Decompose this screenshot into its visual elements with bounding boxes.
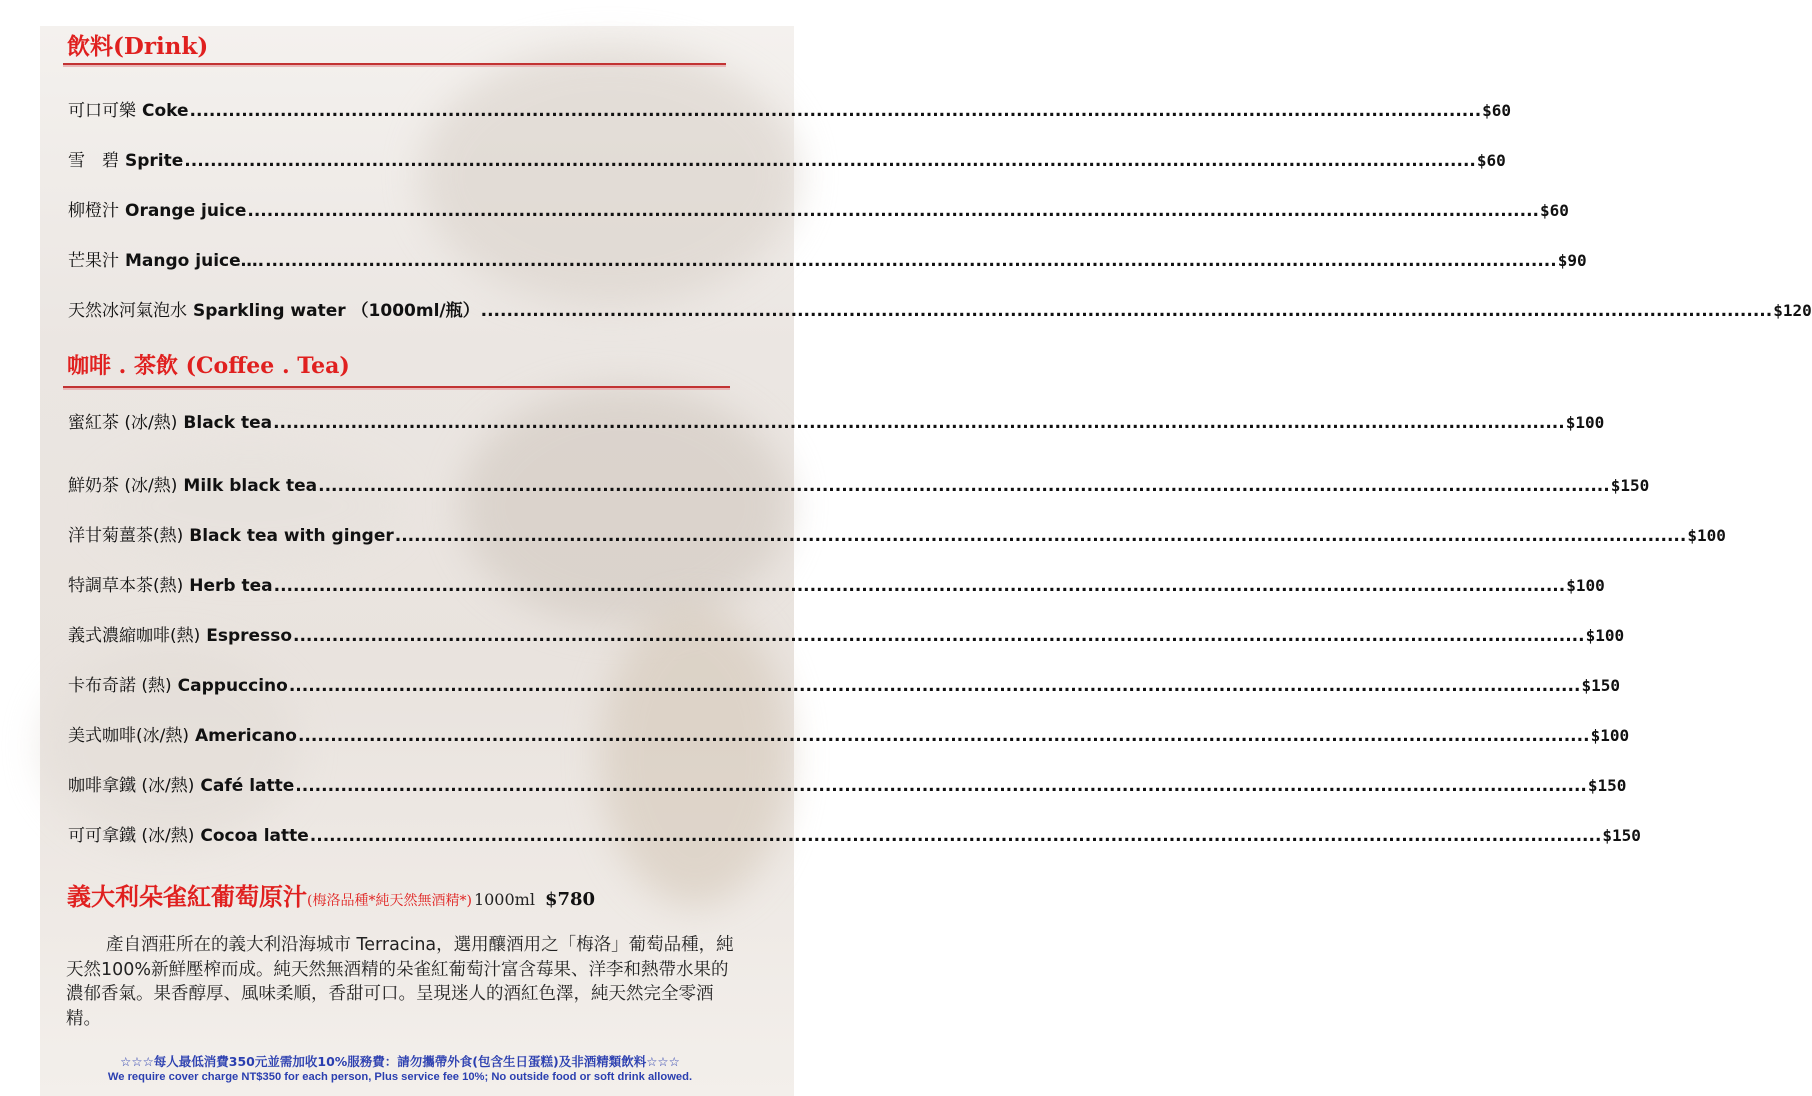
menu-item	[68, 96, 1512, 121]
wine-volume: 1000ml	[473, 890, 535, 909]
item-price: $90	[1557, 251, 1587, 270]
leader-dots: ........................................................................................................................................................................................................	[273, 576, 1566, 596]
item-name-zh: 義式濃縮咖啡(熱)	[68, 626, 201, 646]
item-name-zh: 洋甘菊薑茶(熱)	[68, 526, 184, 546]
item-name-zh: 卡布奇諾 (熱)	[68, 676, 172, 696]
wine-price: $780	[544, 889, 596, 910]
item-price: $120	[1773, 301, 1812, 320]
item-name-en: Espresso	[206, 626, 292, 646]
item-price: $150	[1610, 476, 1650, 495]
menu-item	[68, 721, 1630, 746]
item-name-zh: 可口可樂	[68, 101, 136, 121]
menu-item	[68, 671, 1620, 696]
item-name-zh: 芒果汁	[68, 251, 119, 271]
item-name-zh: 鮮奶茶 (冰/熱)	[68, 476, 178, 496]
item-price: $100	[1687, 526, 1726, 545]
leader-dots: ........................................................................................................................................................................................................	[318, 476, 1610, 496]
leader-dots: ........................................................................................................................................................................................................	[394, 526, 1687, 546]
menu-item	[68, 196, 1569, 221]
footer-notice-zh: ☆☆☆每人最低消費350元並需加收10%服務費：請勿攜帶外食(包含生日蛋糕)及非酒精類飲料☆☆☆	[120, 1054, 680, 1069]
leader-dots: ........................................................................................................................................................................................................	[265, 251, 1557, 271]
leader-dots: ........................................................................................................................................................................................................	[189, 101, 1482, 121]
item-name-en: Café latte	[200, 776, 295, 796]
item-name-en: Sprite	[125, 151, 184, 171]
item-name-zh: 雪 碧	[68, 151, 119, 171]
menu-item	[68, 296, 1812, 321]
wine-name: 義大利朵雀紅葡萄原汁	[67, 882, 307, 911]
item-name-en: Coke	[142, 101, 189, 121]
item-name-en: Americano	[195, 726, 297, 746]
menu-item	[68, 408, 1605, 433]
item-name-zh: 美式咖啡(冰/熱)	[68, 726, 189, 746]
wine-description-text: 產自酒莊所在的義大利沿海城市 Terracina，選用釀酒用之「梅洛」葡萄品種，純天然100%新鮮壓榨而成。純天然無酒精的朵雀紅葡萄汁富含莓果、洋李和熱帶水果的濃郁香氣。果香醇厚、風味柔順，香甜可口。呈現迷人的酒紅色澤，純天然完全零酒精。	[66, 935, 734, 1029]
leader-dots: ........................................................................................................................................................................................................	[480, 301, 1773, 321]
coffee-tea-section-title: 咖啡 . 茶飲 (Coffee . Tea)	[67, 353, 350, 379]
leader-dots: ........................................................................................................................................................................................................	[273, 413, 1565, 433]
item-name-zh: 特調草本茶(熱)	[68, 576, 184, 596]
footer-notice-en: We require cover charge NT$350 for each person, Plus service fee 10%; No outside food or soft drink allowed.	[107, 1071, 693, 1083]
item-name-zh: 柳橙汁	[68, 201, 119, 221]
menu-item	[68, 621, 1625, 646]
leader-dots: ........................................................................................................................................................................................................	[309, 826, 1602, 846]
item-name-en: Cocoa latte	[200, 826, 309, 846]
item-price: $100	[1590, 726, 1630, 745]
item-price: $100	[1566, 576, 1605, 595]
menu-item	[68, 246, 1587, 271]
leader-dots: ........................................................................................................................................................................................................	[297, 726, 1590, 746]
wine-heading	[67, 877, 595, 912]
item-name-en: Black tea with ginger	[189, 526, 394, 546]
item-price: $150	[1602, 826, 1641, 845]
item-price: $100	[1565, 413, 1605, 432]
item-name-en: Cappuccino	[177, 676, 288, 696]
item-name-en: Black tea	[183, 413, 273, 433]
menu-item	[68, 146, 1506, 171]
menu-item	[68, 571, 1605, 596]
menu-item	[68, 521, 1726, 546]
wine-note: (梅洛品種*純天然無酒精*)	[307, 893, 472, 909]
item-name-en: Mango juice….	[125, 251, 265, 271]
item-name-en: Milk black tea	[183, 476, 318, 496]
item-name-zh: 可可拿鐵 (冰/熱)	[68, 826, 195, 846]
item-price: $150	[1587, 776, 1627, 795]
menu-item	[68, 821, 1641, 846]
item-name-en: Herb tea	[189, 576, 273, 596]
item-price: $60	[1476, 151, 1506, 170]
leader-dots: ........................................................................................................................................................................................................	[288, 676, 1581, 696]
drink-title-divider	[63, 63, 726, 65]
item-name-zh: 咖啡拿鐵 (冰/熱)	[68, 776, 195, 796]
menu-item	[68, 771, 1627, 796]
item-price: $150	[1581, 676, 1620, 695]
leader-dots: ........................................................................................................................................................................................................	[247, 201, 1539, 221]
background-coffee-photo	[100, 446, 400, 566]
background-coffee-photo	[600, 606, 790, 906]
item-price: $100	[1585, 626, 1625, 645]
menu-item	[68, 471, 1650, 496]
item-price: $60	[1482, 101, 1512, 120]
leader-dots: ........................................................................................................................................................................................................	[295, 776, 1587, 796]
item-name-en: Sparkling water （1000ml/瓶）	[193, 301, 480, 321]
item-name-zh: 天然冰河氣泡水	[68, 301, 187, 321]
leader-dots: ........................................................................................................................................................................................................	[184, 151, 1476, 171]
item-price: $60	[1540, 201, 1569, 220]
item-name-zh: 蜜紅茶 (冰/熱)	[68, 413, 178, 433]
item-name-en: Orange juice	[125, 201, 247, 221]
leader-dots: ........................................................................................................................................................................................................	[293, 626, 1585, 646]
coffee-tea-title-divider	[63, 386, 730, 388]
wine-description	[66, 933, 736, 1031]
drink-section-title: 飲料(Drink)	[67, 33, 209, 60]
